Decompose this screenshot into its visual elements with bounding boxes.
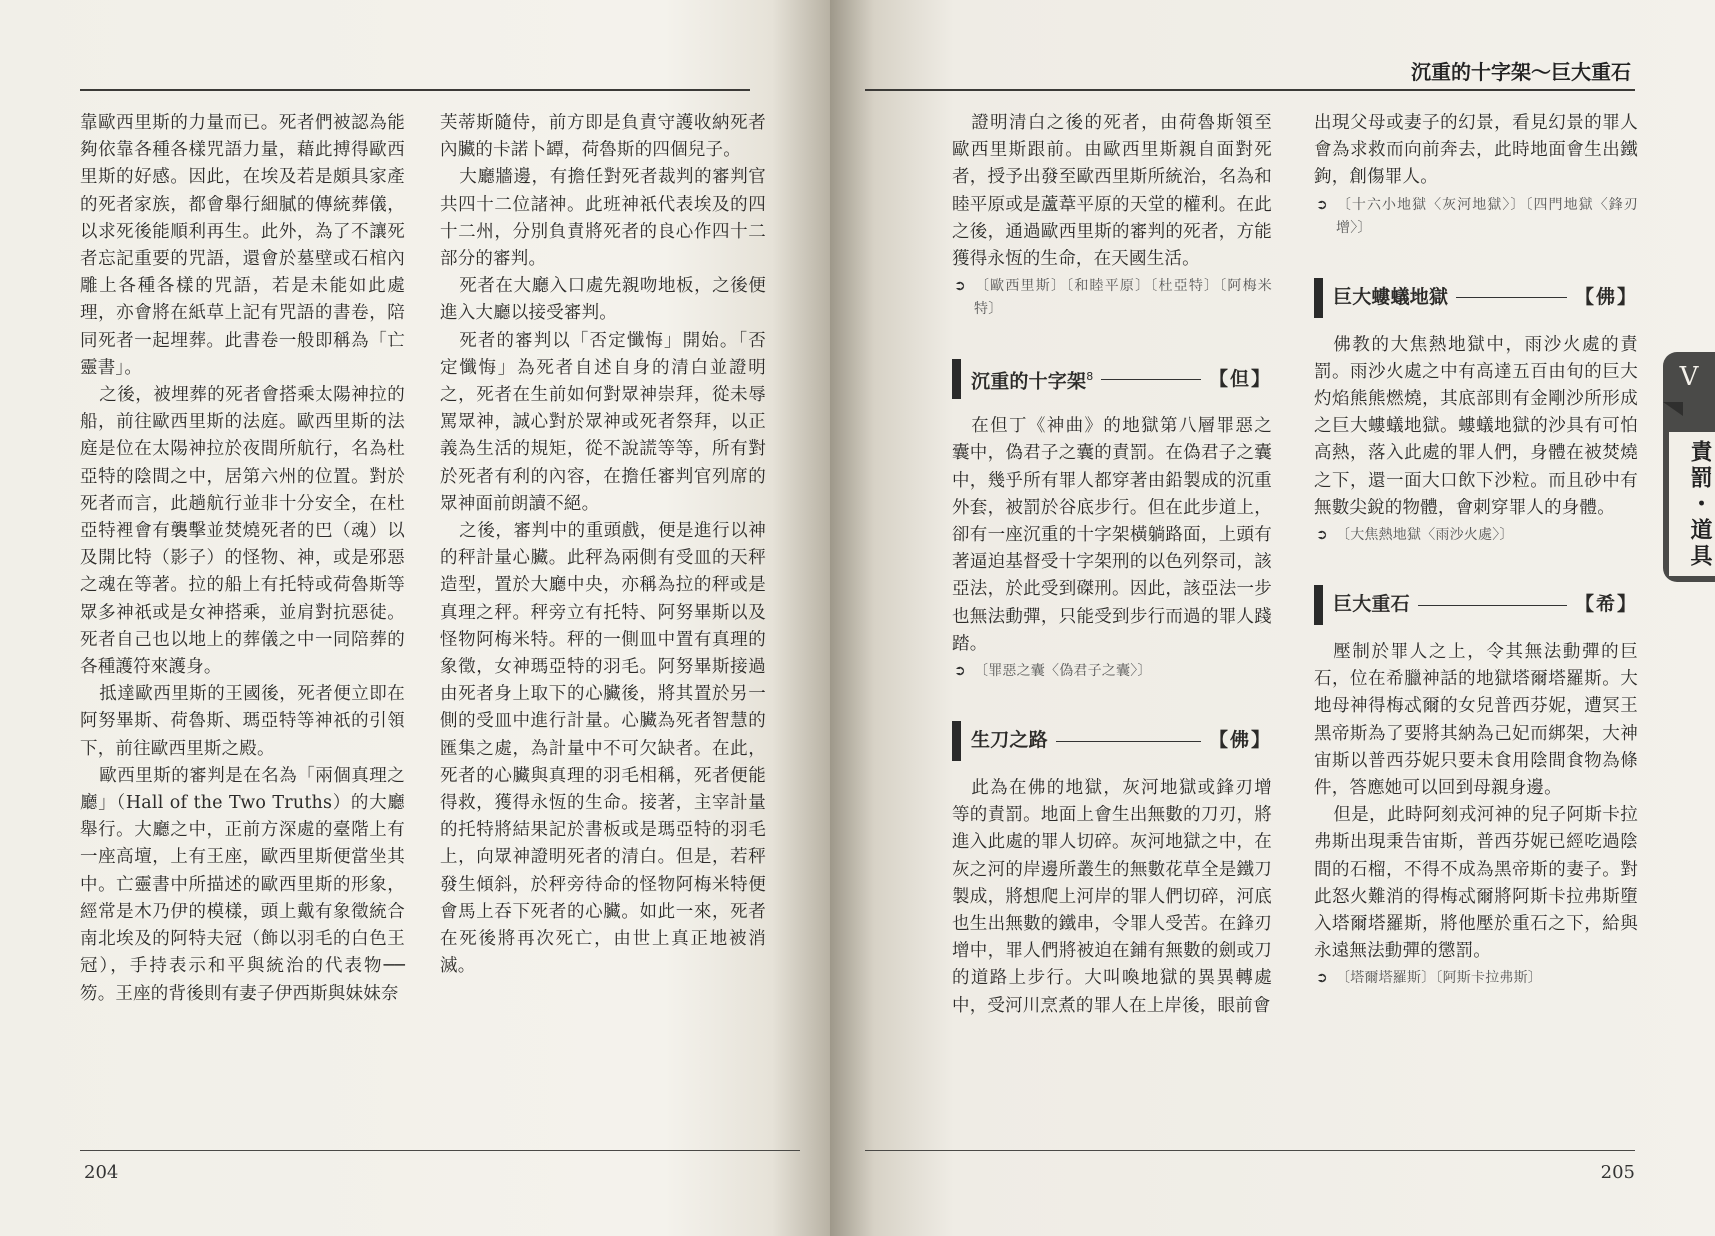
paragraph: 佛教的大焦熱地獄中，雨沙火處的責罰。雨沙火處之中有高達五百由旬的巨大灼焰熊熊燃燒，其底部則有金剛沙所形成之巨大螻蟻地獄。螻蟻地獄的沙具有可怕高熱，落入此處的罪人們，身體在被焚燒之下，還一面大口飲下沙粒。而且砂中有無數尖銳的物體，會刺穿罪人的身體。 xyxy=(1314,334,1638,518)
paragraph: 此為在佛的地獄，灰河地獄或鋒刃增等的責罰。地面上會生出無數的刀刃，將進入此處的罪人切碎。灰河地獄之中，在灰之河的岸邊所叢生的無數花草全是鐵刀製成，將想爬上河岸的罪人們切碎，河底也生出無數的鐵串，令罪人受苦。在鋒刃增中，罪人們將被迫在鋪有無數的劍或刀的道路上步行。大叫喚地獄的異異轉處中，受河川烹煮的罪人在上岸後，眼前會 xyxy=(952,778,1272,1016)
xref-text: 〔罪惡之囊〈偽君子之囊〉〕 xyxy=(974,663,1152,680)
entry-name: 巨大重石 xyxy=(1333,593,1410,616)
paragraph: 壓制於罪人之上，令其無法動彈的巨石，位在希臘神話的地獄塔爾塔羅斯。大地母神得梅忒爾的女兒普西芬妮，遭冥王黑帝斯為了要將其納為己妃而綁架，大神宙斯以普西芬妮只要未食用陰間食物為條件，答應她可以回到母親身邊。 xyxy=(1314,642,1638,799)
header-rule xyxy=(80,89,750,91)
right-page xyxy=(830,0,1715,1236)
heading-bar xyxy=(1314,278,1323,318)
heading-line xyxy=(1101,379,1201,380)
header-rule xyxy=(865,89,1635,91)
heading-line xyxy=(1056,741,1201,742)
paragraph: 之後，審判中的重頭戲，便是進行以神的秤計量心臟。此秤為兩側有受皿的天秤造型，置於大廳中央，亦稱為拉的秤或是真理之秤。秤旁立有托特、阿努畢斯以及怪物阿梅米特。秤的一側皿中置有真理的象徵，女神瑪亞特的羽毛。阿努畢斯接過由死者身上取下的心臟後，將其置於另一側的受皿中進行計量。心臟為死者智慧的匯集之處，為計量中不可欠缺者。在此，死者的心臟與真理的羽毛相稱，死者便能得救，獲得永恆的生命。接著，主宰計量的托特將結果記於書板或是瑪亞特的羽毛上，向眾神證明死者的清白。但是，若秤發生傾斜，於秤旁待命的怪物阿梅米特便會馬上吞下死者的心臟。如此一來，死者在死後將再次死亡，由世上真正地被消滅。 xyxy=(440,521,766,977)
heading-line xyxy=(1456,297,1567,298)
chapter-label: 責罰・道具 xyxy=(1687,440,1712,570)
paragraph: 證明清白之後的死者，由荷魯斯領至歐西里斯跟前。由歐西里斯親自面對死者，授予出發至歐西里斯所統治，名為和睦平原或是蘆葦平原的天堂的權利。在此之後，通過歐西里斯的審判的死者，方能獲得永恆的生命，在天國生活。 xyxy=(952,113,1272,270)
entry-name: 生刀之路 xyxy=(971,729,1048,752)
paragraph: 大廳牆邊，有擔任對死者裁判的審判官共四十二位諸神。此班神祇代表埃及的四十二州，分別負責將死者的良心作四十二部分的審判。 xyxy=(440,167,766,270)
arrow-icon: ➲ xyxy=(954,663,966,680)
paragraph: 死者的審判以「否定懺悔」開始。「否定懺悔」為死者自述自身的清白並證明之，死者在生前如何對眾神崇拜，從未辱罵眾神，誠心對於眾神或死者祭拜，以正義為生活的規矩，從不說謊等等，所有對於死者有利的內容，在擔任審判官列席的眾神面前朗讀不絕。 xyxy=(440,330,766,514)
xref-text: 〔歐西里斯〕〔和睦平原〕〔杜亞特〕〔阿梅米特〕 xyxy=(974,278,1272,318)
paragraph: 抵達歐西里斯的王國後，死者便立即在阿努畢斯、荷魯斯、瑪亞特等神祇的引領下，前往歐西里斯之殿。 xyxy=(80,684,405,759)
running-head: 沉重的十字架～巨大重石 xyxy=(1411,60,1631,84)
footer-rule xyxy=(865,1150,1635,1151)
paragraph: 之後，被埋葬的死者會搭乘太陽神拉的船，前往歐西里斯的法庭。歐西里斯的法庭是位在太陽神拉於夜間所航行，名為杜亞特的陰間之中，居第六州的位置。對於死者而言，此趟航行並非十分安全，在杜亞特裡會有襲擊並焚燒死者的巴（魂）以及開比特（影子）的怪物、神，或是邪惡之魂在等著。拉的船上有托特或荷魯斯等眾多神祇或是女神搭乘，並肩對抗惡徒。死者自己也以地上的葬儀之中一同陪葬的各種護符來護身。 xyxy=(80,385,405,678)
cross-reference xyxy=(1314,524,1638,547)
arrow-icon: ➲ xyxy=(1316,527,1328,544)
heading-bar xyxy=(952,721,961,761)
paragraph: 芙蒂斯隨侍，前方即是負責守護收納死者內臟的卡諾卜罈，荷魯斯的四個兒子。 xyxy=(440,113,766,161)
entry-name: 巨大螻蟻地獄 xyxy=(1333,286,1449,308)
tab-notch xyxy=(1663,402,1683,416)
entry-heading-blade xyxy=(952,721,1272,761)
left-page xyxy=(0,0,830,1236)
paragraph: 出現父母或妻子的幻景，看見幻景的罪人會為求救而向前奔去，此時地面會生出鐵鉤，創傷罪人。 xyxy=(1314,113,1638,188)
cross-reference xyxy=(952,275,1272,321)
arrow-icon: ➲ xyxy=(1316,970,1328,987)
entry-heading-stone xyxy=(1314,585,1638,625)
paragraph: 靠歐西里斯的力量而已。死者們被認為能夠依靠各種各樣咒語力量，藉此搏得歐西里斯的好感。因此，在埃及若是頗具家產的死者家族，都會舉行細膩的傳統葬儀，以求死後能順利再生。此外，為了不讓死者忘記重要的咒語，還會於墓壁或石棺內雕上各種各樣的咒語，若是未能如此處理，亦會將在紙草上記有咒語的書卷，陪同死者一起埋葬。此書卷一般即稱為「亡靈書」。 xyxy=(80,113,405,378)
entry-name: 沉重的十字架$^8$ xyxy=(971,369,1094,393)
right-column-1 xyxy=(952,110,1272,1020)
heading-bar xyxy=(1314,585,1323,625)
heading-bar xyxy=(952,359,961,399)
entry-heading-worm xyxy=(1314,278,1638,318)
right-column-2 xyxy=(1314,110,1638,990)
entry-tag: 【佛】 xyxy=(1208,729,1272,752)
footer-rule xyxy=(80,1150,800,1151)
left-column-2 xyxy=(440,110,766,981)
cross-reference xyxy=(1314,967,1638,990)
chapter-thumb-tab xyxy=(1663,352,1715,582)
arrow-icon: ➲ xyxy=(1316,196,1328,213)
page-number-left: 204 xyxy=(84,1162,119,1183)
cross-reference xyxy=(952,660,1272,683)
paragraph: 死者在大廳入口處先親吻地板，之後便進入大廳以接受審判。 xyxy=(440,276,766,324)
entry-tag: 【但】 xyxy=(1208,367,1272,390)
xref-text: 〔大焦熱地獄〈雨沙火處〉〕 xyxy=(1336,527,1514,544)
xref-text: 〔十六小地獄〈灰河地獄〉〕〔四門地獄〈鋒刃增〉〕 xyxy=(1336,196,1638,236)
arrow-icon: ➲ xyxy=(954,278,966,295)
heading-line xyxy=(1418,605,1567,606)
left-column-1 xyxy=(80,110,405,1008)
entry-heading-cross xyxy=(952,359,1272,399)
entry-tag: 【希】 xyxy=(1574,593,1638,616)
xref-text: 〔塔爾塔羅斯〕〔阿斯卡拉弗斯〕 xyxy=(1336,970,1542,987)
cross-reference xyxy=(1314,194,1638,240)
page-number-right: 205 xyxy=(1600,1162,1635,1183)
entry-tag: 【佛】 xyxy=(1574,286,1638,308)
paragraph: 但是，此時阿刻戎河神的兒子阿斯卡拉弗斯出現秉告宙斯，普西芬妮已經吃過陰間的石榴，不得不成為黑帝斯的妻子。對此怒火難消的得梅忒爾將阿斯卡拉弗斯墮入塔爾塔羅斯，將他壓於重石之下，給與永遠無法動彈的懲罰。 xyxy=(1314,805,1638,962)
paragraph: 歐西里斯的審判是在名為「兩個真理之廳」（Hall of the Two Truths）的大廳舉行。大廳之中，正前方深處的臺階上有一座高壇，上有王座，歐西里斯便當坐其中。亡靈書中所描述的歐西里斯的形象，經常是木乃伊的模樣，頭上戴有象徵統合南北埃及的阿特夫冠（飾以羽毛的白色王冠），手持表示和平與統治的代表物──笏。王座的背後則有妻子伊西斯與妹妹奈 xyxy=(80,765,405,1004)
paragraph: 在但丁《神曲》的地獄第八層罪惡之囊中，偽君子之囊的責罰。在偽君子之囊中，幾乎所有罪人都穿著由鉛製成的沉重外套，被罰於谷底步行。但在此步道上，卻有一座沉重的十字架橫躺路面，上頭有著逼迫基督受十字架刑的以色列祭司，該亞法，於此受到磔刑。因此，該亞法一步也無法動彈，只能受到步行而過的罪人踐踏。 xyxy=(952,416,1272,654)
chapter-numeral: V xyxy=(1679,362,1699,392)
